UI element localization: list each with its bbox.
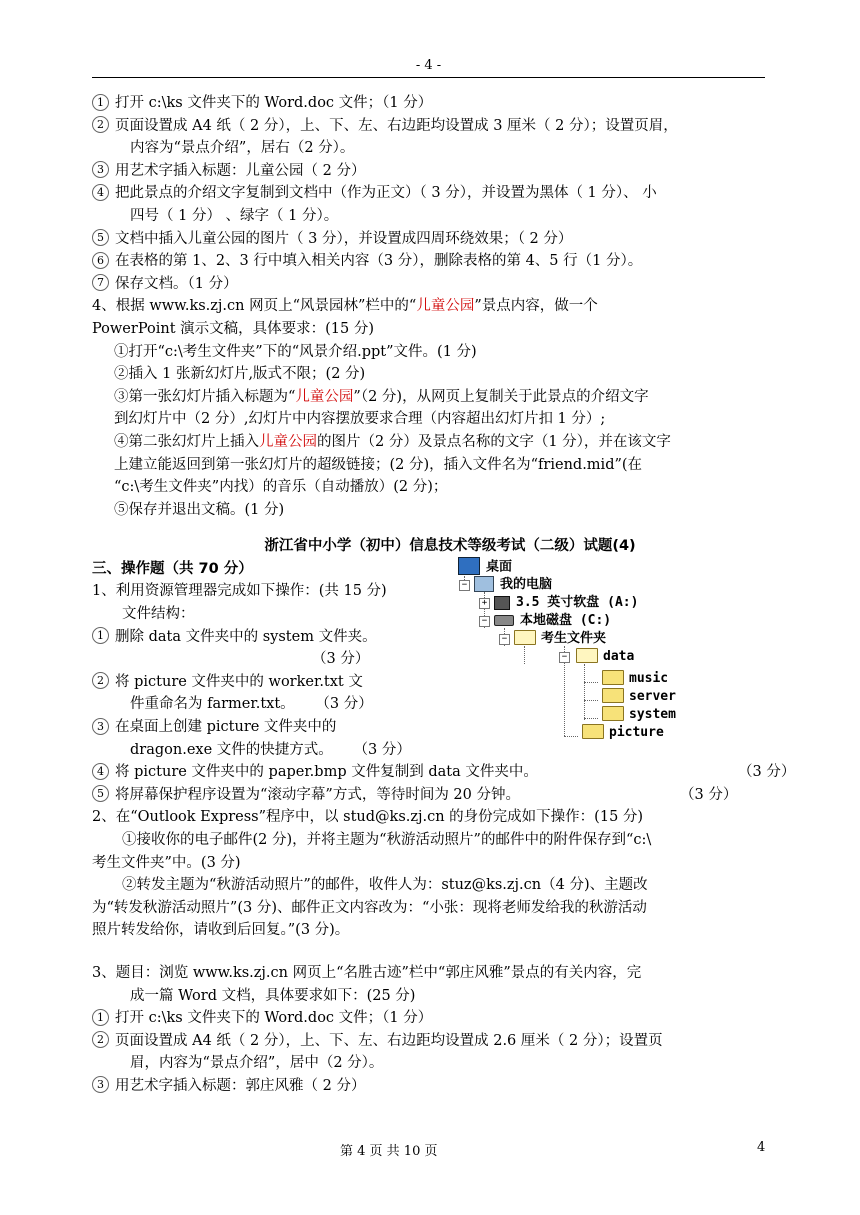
item-number: 3 — [92, 161, 109, 178]
hard-disk-icon — [494, 615, 514, 626]
list-item-continuation: 眉，内容为“景点介绍”，居中（2 分）。 — [130, 1055, 384, 1072]
list-item: 7 保存文档。（1 分） — [92, 273, 768, 296]
question-line: 成一篇 Word 文档，具体要求如下：(25 分) — [130, 987, 416, 1004]
tree-node-desktop: 桌面 — [458, 558, 512, 576]
list-item-continuation: 件重命名为 farmer.txt。 （3 分） — [130, 696, 373, 713]
list-item: 3 用艺术字插入标题：儿童公园（ 2 分） — [92, 160, 768, 183]
question-line: 3、题目：浏览 www.ks.zj.cn 网页上“名胜古迹”栏中“郭庄风雅”景点的有关内容，完 — [92, 964, 642, 981]
item-number: 4 — [92, 184, 109, 201]
list-item: 4 将 picture 文件夹中的 paper.bmp 文件复制到 data 文件夹中。 （3 分） — [92, 761, 768, 784]
collapse-icon: − — [479, 616, 490, 627]
tree-connector — [584, 700, 598, 701]
header-rule — [92, 77, 765, 78]
question-4-step: ①打开“c:\考生文件夹”下的“风景介绍.ppt”文件。(1 分) — [114, 343, 477, 360]
tree-node-examfolder: 考生文件夹 — [514, 630, 606, 648]
floppy-icon — [494, 596, 510, 610]
item-number: 3 — [92, 1076, 109, 1093]
exam-title: 浙江省中小学（初中）信息技术等级考试（二级）试题(4) — [264, 538, 636, 555]
tree-node-system: system — [602, 706, 676, 724]
collapse-icon: − — [499, 634, 510, 645]
folder-icon — [602, 706, 624, 721]
tree-node-data: data — [576, 648, 634, 666]
page-header: - 4 - — [415, 58, 442, 73]
list-item: 4 把此景点的介绍文字复制到文档中（作为正文）（ 3 分），并设置为黑体（ 1 分）、 小 — [92, 182, 768, 205]
item-number: 2 — [92, 672, 109, 689]
item-number: 5 — [92, 785, 109, 802]
folder-icon — [582, 724, 604, 739]
spacer — [92, 942, 768, 962]
question-4-step: ②插入 1 张新幻灯片,版式不限；(2 分) — [114, 366, 366, 383]
list-item-continuation: 内容为“景点介绍”，居右（2 分）。 — [130, 140, 355, 157]
list-item: 2 页面设置成 A4 纸（ 2 分），上、下、左、右边距均设置成 2.6 厘米（ 2 分）；设置页 — [92, 1030, 768, 1053]
folder-icon — [602, 670, 624, 685]
question-4-step: “c:\考生文件夹”内找）的音乐（自动播放）(2 分)； — [114, 479, 448, 496]
expand-icon: + — [479, 598, 490, 609]
question-4-line: PowerPoint 演示文稿，具体要求：(15 分) — [92, 320, 375, 337]
item-number: 1 — [92, 1009, 109, 1026]
question-4-step: 上建立能返回到第一张幻灯片的超级链接；(2 分)，插入文件名为“friend.mid”(在 — [114, 456, 643, 473]
item-number: 2 — [92, 116, 109, 133]
item-number: 3 — [92, 718, 109, 735]
list-item-continuation: dragon.exe 文件的快捷方式。 （3 分） — [130, 741, 411, 758]
collapse-icon: − — [559, 652, 570, 663]
list-item: 6 在表格的第 1、2、3 行中填入相关内容（3 分），删除表格的第 4、5 行（1 分）。 — [92, 250, 768, 273]
computer-icon — [474, 576, 494, 592]
tree-connector — [584, 664, 585, 720]
question-line: ②转发主题为“秋游活动照片”的邮件，收件人为：stuz@ks.zj.cn（4 分)、主题改 — [122, 877, 648, 894]
list-item: 1 打开 c:\ks 文件夹下的 Word.doc 文件；（1 分） — [92, 92, 768, 115]
tree-connector — [564, 736, 578, 737]
list-item: 3 在桌面上创建 picture 文件夹中的 — [92, 716, 768, 739]
tree-node-music: music — [602, 670, 668, 688]
question-line: ①接收你的电子邮件(2 分)，并将主题为“秋游活动照片”的邮件中的附件保存到“c:\ — [122, 832, 652, 848]
question-4-step: 到幻灯片中（2 分）,幻灯片中内容摆放要求合理（内容超出幻灯片扣 1 分）; — [114, 411, 606, 428]
tree-node-localdisk: 本地磁盘 (C:) — [494, 612, 611, 630]
list-item: 1 打开 c:\ks 文件夹下的 Word.doc 文件；（1 分） — [92, 1007, 768, 1030]
folder-icon — [602, 688, 624, 703]
page-footer: 第 4 页 共 10 页 — [340, 1144, 438, 1159]
tree-node-server: server — [602, 688, 676, 706]
folder-icon — [576, 648, 598, 663]
file-tree-image — [454, 558, 704, 748]
list-item: 2 将 picture 文件夹中的 worker.txt 文 — [92, 671, 768, 694]
list-item-continuation: 四号（ 1 分） 、绿字（ 1 分）。 — [130, 207, 339, 224]
folder-icon — [514, 630, 536, 645]
highlight-text: 儿童公园 — [295, 388, 354, 405]
score-text: （3 分） — [312, 651, 370, 668]
item-number: 6 — [92, 252, 109, 269]
tree-connector — [584, 682, 598, 683]
question-4-step: ⑤保存并退出文稿。(1 分) — [114, 501, 285, 518]
collapse-icon: − — [459, 580, 470, 591]
desktop-icon — [458, 557, 480, 575]
item-number: 1 — [92, 627, 109, 644]
list-item: 5 文档中插入儿童公园的图片（ 3 分），并设置成四周环绕效果；（ 2 分） — [92, 228, 768, 251]
question-4-step: ③第一张幻灯片插入标题为“儿童公园”（2 分)，从网页上复制关于此景点的介绍文字 — [114, 388, 649, 405]
list-item: 2 页面设置成 A4 纸（ 2 分），上、下、左、右边距均设置成 3 厘米（ 2 分）；设置页眉， — [92, 115, 768, 138]
page-number: 4 — [757, 1140, 766, 1155]
item-number: 4 — [92, 763, 109, 780]
tree-connector — [584, 718, 598, 719]
question-4-step: ④第二张幻灯片上插入儿童公园的图片（2 分）及景点名称的文字（1 分），并在该文字 — [114, 433, 671, 450]
item-number: 2 — [92, 1031, 109, 1048]
item-number: 7 — [92, 274, 109, 291]
highlight-text: 儿童公园 — [259, 433, 317, 450]
question-line: 为“转发秋游活动照片”(3 分)、邮件正文内容改为：“小张：现将老师发给我的秋游活动 — [92, 899, 647, 916]
tree-node-mycomputer: 我的电脑 — [474, 576, 552, 594]
list-item: 5 将屏幕保护程序设置为“滚动字幕”方式，等待时间为 20 分钟。 （3 分） — [92, 784, 768, 807]
highlight-text: 儿童公园 — [416, 298, 475, 315]
question-line: 2、在“Outlook Express”程序中，以 stud@ks.zj.cn 的身份完成如下操作：(15 分) — [92, 809, 644, 826]
question-line: 1、利用资源管理器完成如下操作：(共 15 分) — [92, 583, 387, 600]
question-4-line: 4、根据 www.ks.zj.cn 网页上“风景园林”栏中的“儿童公园”景点内容，做一个 — [92, 298, 598, 315]
question-line: 考生文件夹”中。(3 分) — [92, 854, 241, 871]
list-item: 1 删除 data 文件夹中的 system 文件夹。 — [92, 626, 768, 649]
list-item: 3 用艺术字插入标题：郭庄风雅（ 2 分） — [92, 1075, 768, 1098]
question-line: 文件结构： — [122, 606, 195, 623]
item-number: 5 — [92, 229, 109, 246]
tree-connector — [524, 646, 525, 664]
section-heading: 三、操作题（共 70 分） — [92, 560, 253, 577]
question-line: 照片转发给你，请收到后回复。”(3 分)。 — [92, 922, 350, 939]
item-number: 1 — [92, 94, 109, 111]
tree-node-floppy: 3.5 英寸软盘 (A:) — [494, 594, 638, 612]
tree-node-picture: picture — [582, 724, 664, 742]
